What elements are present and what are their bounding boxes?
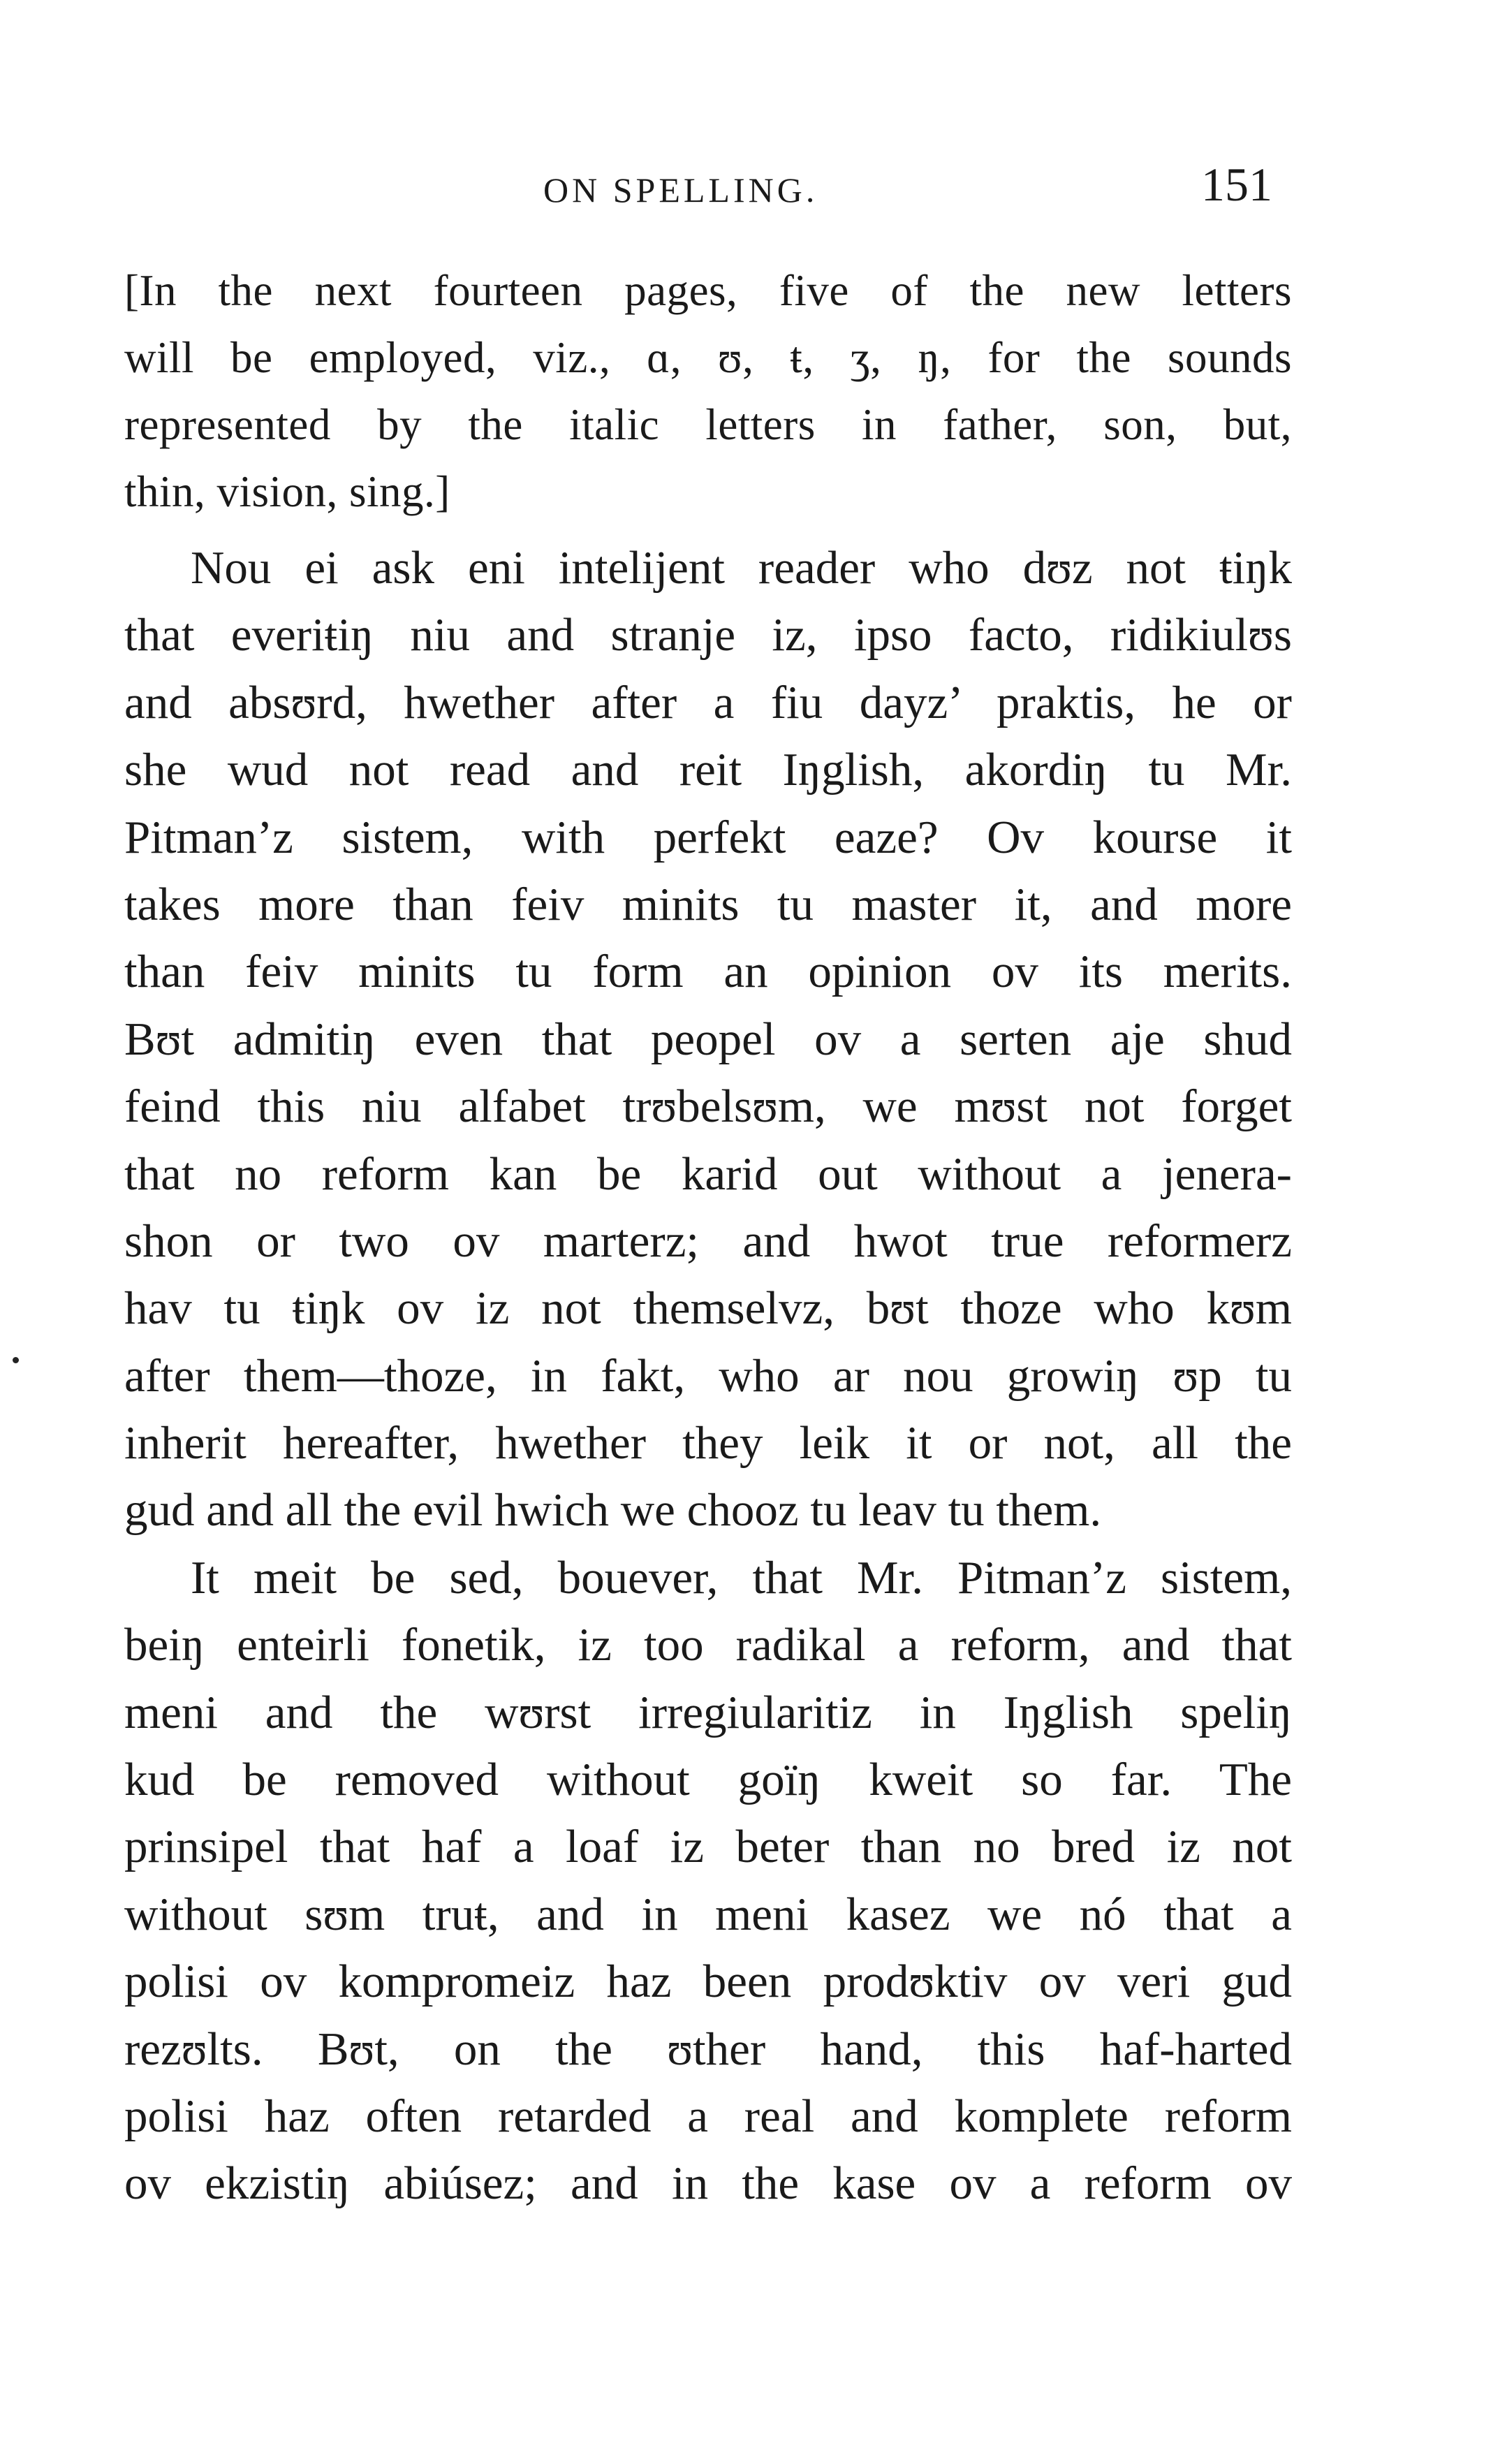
text-line: that everiŧiŋ niu and stranje iz, ipso facto, ridikiulʊs: [124, 609, 1292, 661]
note-line: [In the next fourteen pages, five of the new letters: [124, 266, 1292, 315]
paragraph-first-line: Nou ei ask eni intelijent reader who dʊz not ŧiŋk: [191, 542, 1292, 594]
body-text: [124, 534, 1292, 2217]
text-line: Pitman’z sistem, with perfekt eaze? Ov kourse it: [124, 811, 1292, 863]
text-line: polisi haz often retarded a real and komplete reform: [124, 2090, 1292, 2142]
text-line: feind this niu alfabet trʊbelsʊm, we mʊst not forget: [124, 1080, 1292, 1133]
margin-dot: [13, 1357, 19, 1363]
page-number: 151: [1201, 158, 1272, 211]
text-line: prinsipel that haf a loaf iz beter than no bred iz not: [124, 1821, 1292, 1873]
text-line: kud be removed without goïŋ kweit so far. The: [124, 1754, 1292, 1806]
note-line: will be employed, viz., ɑ, ʊ, ŧ, ʒ, ŋ, for the sounds: [124, 333, 1292, 382]
page-header: [0, 157, 1507, 220]
text-line: Bʊt admitiŋ even that peopel ov a serten aje shud: [124, 1013, 1292, 1065]
text-line: than feiv minits tu form an opinion ov its merits.: [124, 946, 1292, 998]
text-line: rezʊlts. Bʊt, on the ʊther hand, this haf-harted: [124, 2023, 1292, 2075]
text-line: polisi ov kompromeiz haz been prodʊktiv ov veri gud: [124, 1956, 1292, 2008]
text-line: beiŋ enteirli fonetik, iz too radikal a reform, and that: [124, 1619, 1292, 1671]
note-line: thin, vision, sing.]: [124, 467, 450, 516]
text-line: she wud not read and reit Iŋglish, akordiŋ tu Mr.: [124, 744, 1292, 796]
text-line: ov ekzistiŋ abiúsez; and in the kase ov a reform ov: [124, 2157, 1292, 2210]
paragraph-last-line: gud and all the evil hwich we chooz tu leav tu them.: [124, 1484, 1102, 1537]
editor-note: [124, 257, 1292, 525]
note-line: represented by the italic letters in father, son, but,: [124, 400, 1292, 449]
text-line: inherit hereafter, hwether they leik it or not, all the: [124, 1417, 1292, 1469]
paragraph-first-line: It meit be sed, bouever, that Mr. Pitman’z sistem,: [191, 1551, 1292, 1604]
text-line: takes more than feiv minits tu master it, and more: [124, 878, 1292, 930]
text-line: shon or two ov marterz; and hwot true reformerz: [124, 1215, 1292, 1267]
text-line: that no reform kan be karid out without a jenera-: [124, 1147, 1292, 1200]
text-line: meni and the wʊrst irregiularitiz in Iŋglish speliŋ: [124, 1686, 1292, 1738]
running-head: ON SPELLING.: [543, 170, 818, 210]
text-line: and absʊrd, hwether after a fiu dayz’ praktis, he or: [124, 676, 1292, 728]
text-line: without sʊm truŧ, and in meni kasez we nó that a: [124, 1888, 1292, 1940]
text-line: hav tu ŧiŋk ov iz not themselvz, bʊt thoze who kʊm: [124, 1282, 1292, 1335]
text-line: after them—thoze, in fakt, who ar nou growiŋ ʊp tu: [124, 1349, 1292, 1402]
